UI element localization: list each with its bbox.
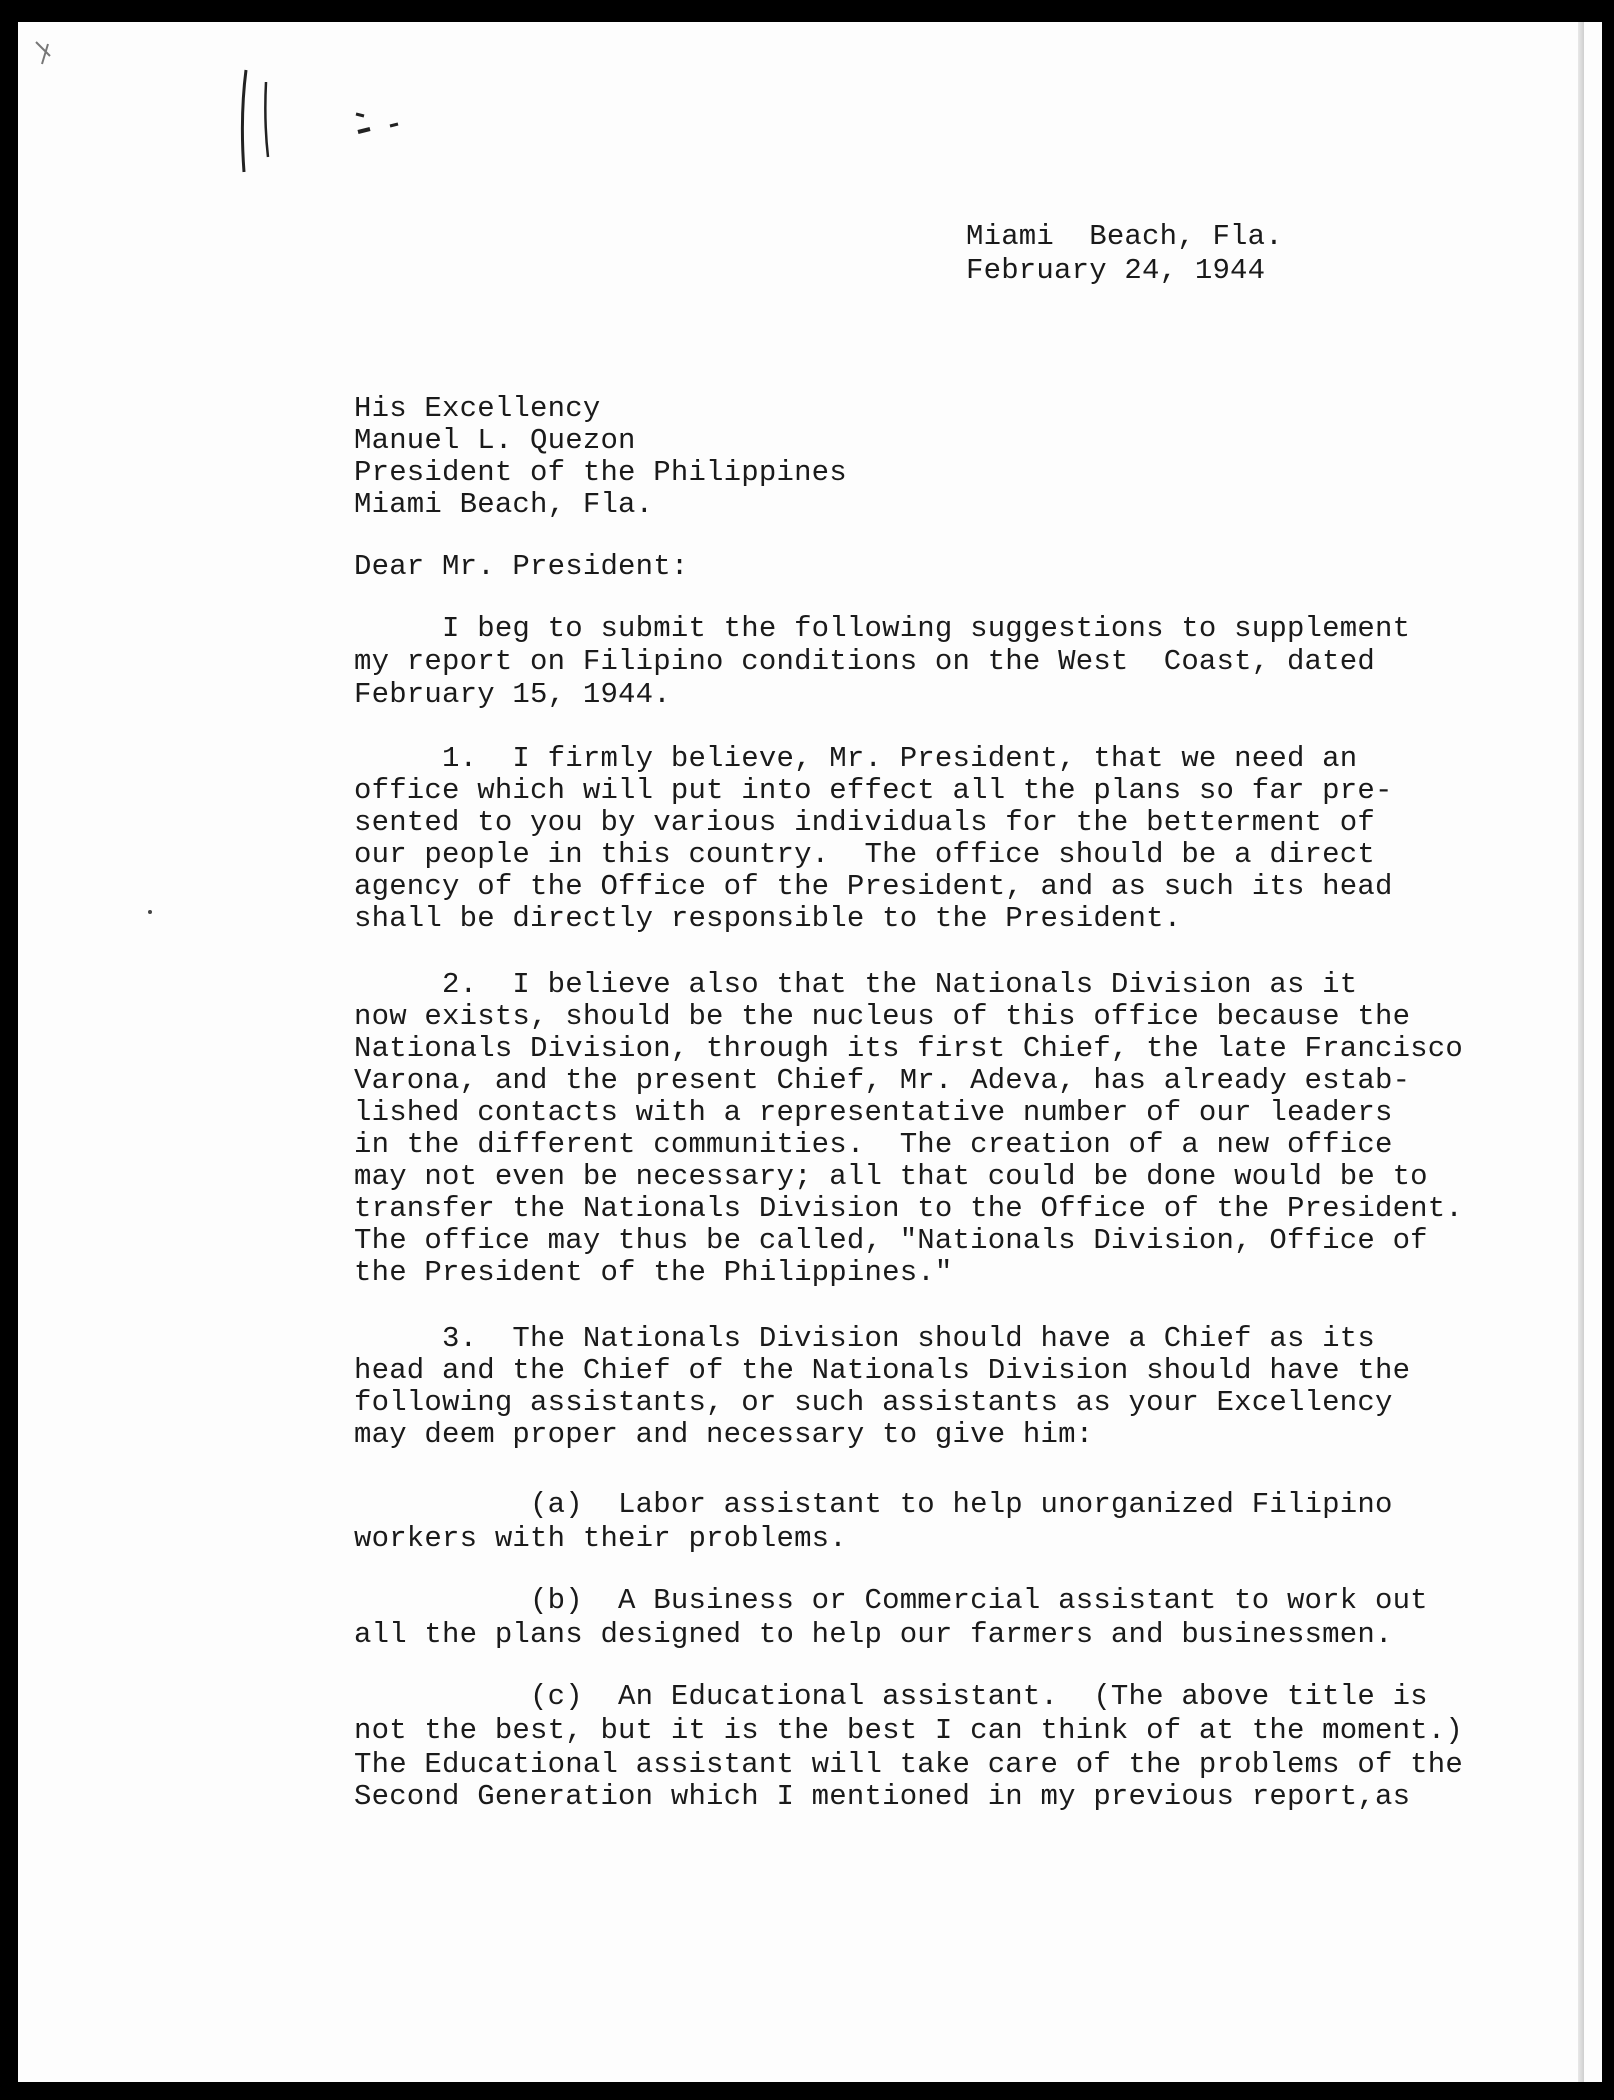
body-line: all the plans designed to help our farmers and businessmen. [354,1618,1393,1651]
body-line: agency of the Office of the President, and as such its head [354,870,1393,903]
address-line: President of the Philippines [354,456,847,489]
letter-page [18,22,1602,2082]
body-line: workers with their problems. [354,1522,847,1555]
body-line: head and the Chief of the Nationals Division should have the [354,1354,1411,1387]
typed-letter [18,22,1602,2082]
address-line: His Excellency [354,392,601,425]
body-line: our people in this country. The office should be a direct [354,838,1375,871]
body-line: office which will put into effect all the plans so far pre- [354,774,1393,807]
body-line: following assistants, or such assistants as your Excellency [354,1386,1393,1419]
body-line: in the different communities. The creation of a new office [354,1128,1393,1161]
address-line: Manuel L. Quezon [354,424,636,457]
body-line: 3. The Nationals Division should have a Chief as its [354,1322,1375,1355]
body-line: 2. I believe also that the Nationals Division as it [354,968,1358,1001]
body-line: The office may thus be called, "Nationals Division, Office of [354,1224,1428,1257]
page-edge-shadow [1578,22,1584,2082]
body-line: Nationals Division, through its first Chief, the late Francisco [354,1032,1463,1065]
date-line: February 24, 1944 [966,254,1266,287]
body-line: my report on Filipino conditions on the West Coast, dated [354,645,1375,678]
place-line: Miami Beach, Fla. [966,220,1283,253]
body-line: the President of the Philippines." [354,1256,953,1289]
body-line: I beg to submit the following suggestions to supplement [354,612,1411,645]
body-line: not the best, but it is the best I can think of at the moment.) [354,1714,1463,1747]
body-line: 1. I firmly believe, Mr. President, that we need an [354,742,1358,775]
body-line: may not even be necessary; all that could be done would be to [354,1160,1428,1193]
salutation: Dear Mr. President: [354,550,689,583]
body-line: may deem proper and necessary to give him: [354,1418,1094,1451]
body-line: shall be directly responsible to the President. [354,902,1182,935]
body-line: February 15, 1944. [354,678,671,711]
body-line: lished contacts with a representative number of our leaders [354,1096,1393,1129]
body-line: (b) A Business or Commercial assistant to work out [354,1584,1428,1617]
address-line: Miami Beach, Fla. [354,488,654,521]
body-line: Second Generation which I mentioned in my previous report,as [354,1780,1411,1813]
body-line: Varona, and the present Chief, Mr. Adeva, has already estab- [354,1064,1411,1097]
body-line: The Educational assistant will take care of the problems of the [354,1748,1463,1781]
body-line: (c) An Educational assistant. (The above title is [354,1680,1428,1713]
body-line: sented to you by various individuals for the betterment of [354,806,1375,839]
body-line: (a) Labor assistant to help unorganized Filipino [354,1488,1393,1521]
body-line: transfer the Nationals Division to the Office of the President. [354,1192,1463,1225]
body-line: now exists, should be the nucleus of this office because the [354,1000,1411,1033]
